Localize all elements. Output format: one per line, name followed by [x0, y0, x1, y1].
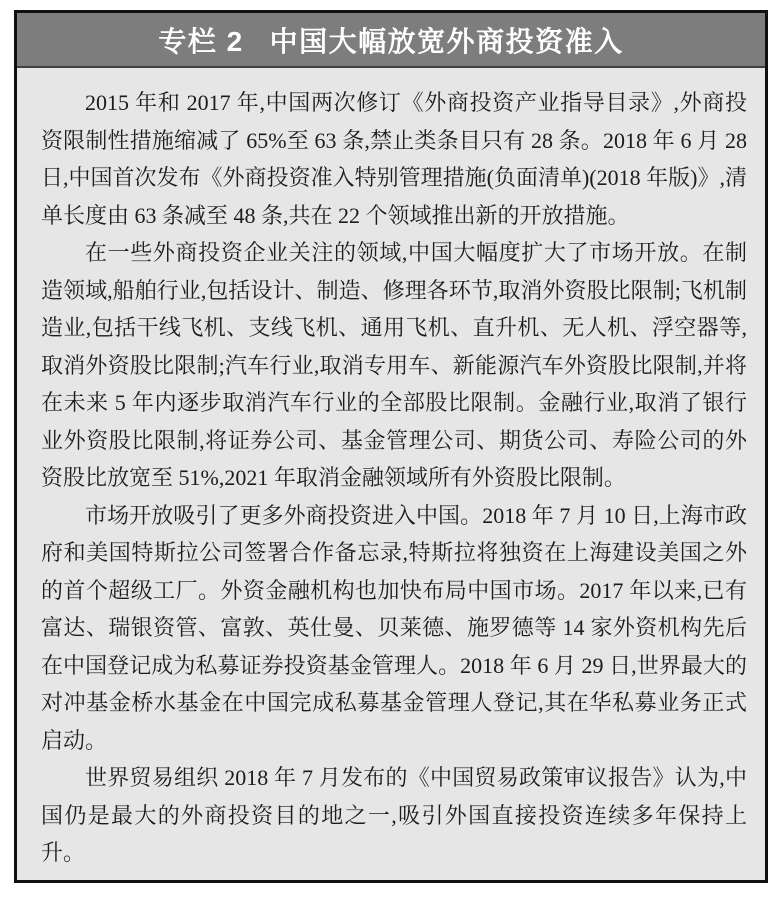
- column-box: [14, 10, 768, 883]
- column-title: 中国大幅放宽外商投资准入: [269, 25, 624, 57]
- column-box-header: [17, 13, 765, 68]
- paragraph: 世界贸易组织 2018 年 7 月发布的《中国贸易政策审议报告》认为,中国仍是最大的外商投资目的地之一,吸引外国直接投资连续多年保持上升。: [41, 765, 747, 865]
- paragraph: 2015 年和 2017 年,中国两次修订《外商投资产业指导目录》,外商投资限制性措施缩减了 65%至 63 条,禁止类条目只有 28 条。2018 年 6 月 28 日,中国首次发布《外商投资准入特别管理措施(负面清单)(2018 年版)》,清单长度由 63 条减至 48 条,共在 22 个领域推出新的开放措施。: [41, 90, 747, 228]
- column-box-body: [17, 68, 765, 872]
- paragraph: 在一些外商投资企业关注的领域,中国大幅度扩大了市场开放。在制造领域,船舶行业,包括设计、制造、修理各环节,取消外资股比限制;飞机制造业,包括干线飞机、支线飞机、通用飞机、直升机、无人机、浮空器等,取消外资股比限制;汽车行业,取消专用车、新能源汽车外资股比限制,并将在未来 5 年内逐步取消汽车行业的全部股比限制。金融行业,取消了银行业外资股比限制,将证券公司、基金管理公司、期货公司、寿险公司的外资股比放宽至 51%,2021 年取消金融领域所有外资股比限制。: [41, 240, 747, 490]
- column-label: 专栏 2: [158, 25, 244, 57]
- paragraph: 市场开放吸引了更多外商投资进入中国。2018 年 7 月 10 日,上海市政府和美国特斯拉公司签署合作备忘录,特斯拉将独资在上海建设美国之外的首个超级工厂。外资金融机构也加快布局中国市场。2017 年以来,已有富达、瑞银资管、富敦、英仕曼、贝莱德、施罗德等 14 家外资机构先后在中国登记成为私募证券投资基金管理人。2018 年 6 月 29 日,世界最大的对冲基金桥水基金在中国完成私募基金管理人登记,其在华私募业务正式启动。: [41, 502, 747, 753]
